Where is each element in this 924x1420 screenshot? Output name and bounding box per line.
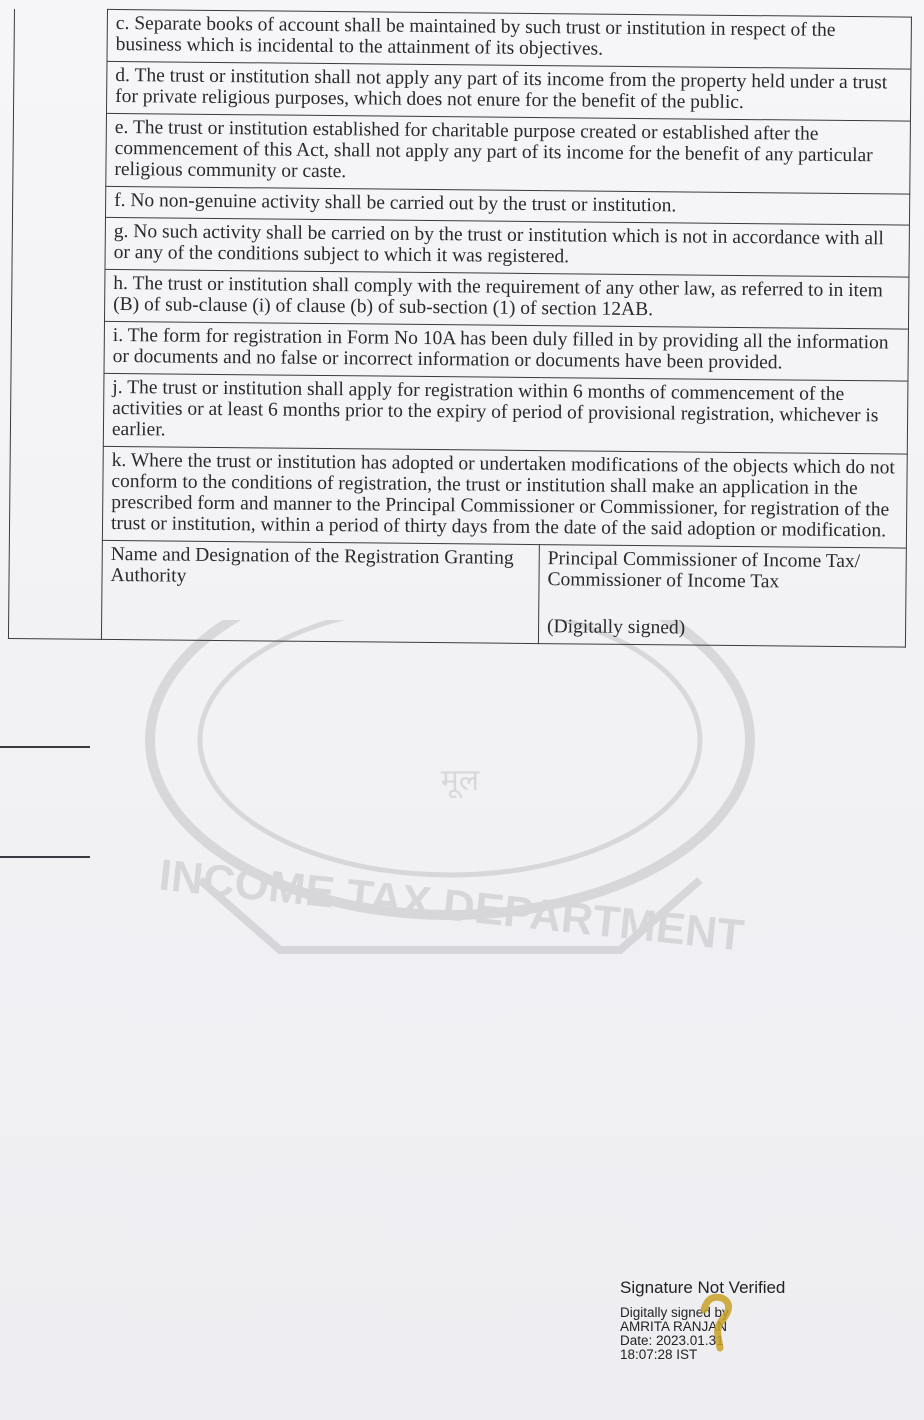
digitally-signed-note: (Digitally signed) bbox=[546, 616, 686, 639]
signature-status: Signature Not Verified bbox=[620, 1278, 786, 1297]
condition-k: k. Where the trust or institution has adopted or undertaken modifications of the objects which do not conform to the conditions of registration, the trust or institution shall make an application in the prescribed form and manner to the Principal Commissioner or Commissioner, for registration of the trust or institution, within a period of thirty days from the date of the said adoption or modification. bbox=[102, 446, 907, 548]
digital-signature-block bbox=[620, 1278, 840, 1362]
registration-conditions-table bbox=[8, 8, 912, 648]
signature-signed-by: Digitally signed by bbox=[620, 1305, 729, 1320]
watermark-text: INCOME TAX DEPARTMENT bbox=[156, 850, 747, 961]
blank-left-column bbox=[8, 9, 107, 640]
condition-f: f. No non-genuine activity shall be carried out by the trust or institution. bbox=[105, 186, 909, 225]
condition-row bbox=[9, 445, 907, 548]
authority-row bbox=[8, 539, 906, 647]
condition-row bbox=[12, 216, 909, 277]
condition-row bbox=[11, 320, 908, 381]
condition-d: d. The trust or institution shall not apply any part of its income from the property held under a trust for private religious purposes, which does not enure for the benefit of the public. bbox=[106, 61, 910, 121]
condition-g: g. No such activity shall be carried on by the trust or institution which is not in accordance with all or any of the conditions subject to which it was registered. bbox=[105, 217, 909, 277]
condition-c: c. Separate books of account shall be maintained by such trust or institution in respect of the business which is incidental to the attainment of its objectives. bbox=[107, 9, 911, 69]
left-margin-rule bbox=[0, 746, 90, 748]
left-margin-rule bbox=[0, 856, 90, 858]
condition-j: j. The trust or institution shall apply for registration within 6 months of commencement of the activities or at least 6 months prior to the expiry of period of provisional registration, whichever is earlier. bbox=[103, 373, 908, 454]
condition-row bbox=[14, 9, 911, 70]
authority-designation-cell bbox=[538, 545, 906, 648]
condition-row bbox=[13, 61, 910, 122]
watermark-hindi: मूल bbox=[440, 763, 480, 798]
condition-i: i. The form for registration in Form No 10A has been duly filled in by providing all the information or documents and no false or incorrect information or documents have been provided. bbox=[104, 321, 908, 381]
signature-time: 18:07:28 IST bbox=[620, 1347, 698, 1362]
income-tax-department-watermark bbox=[130, 620, 770, 1000]
condition-row bbox=[13, 112, 911, 194]
signature-date: Date: 2023.01.31 bbox=[620, 1333, 724, 1348]
authority-label: Name and Designation of the Registration Granting Authority bbox=[101, 540, 539, 643]
condition-row bbox=[12, 268, 909, 329]
condition-row bbox=[10, 372, 908, 454]
authority-designation: Principal Commissioner of Income Tax/ Commissioner of Income Tax bbox=[547, 548, 861, 593]
condition-e: e. The trust or institution established for charitable purpose created or established after the commencement of this Act, shall not apply any part of its income for the benefit of any particular religious community or caste. bbox=[106, 113, 911, 194]
signature-signer-name: AMRITA RANJAN bbox=[620, 1319, 728, 1334]
condition-h: h. The trust or institution shall comply with the requirement of any other law, as referred to in item (B) of sub-clause (i) of clause (b) of sub-section (1) of section 12AB. bbox=[104, 269, 908, 329]
